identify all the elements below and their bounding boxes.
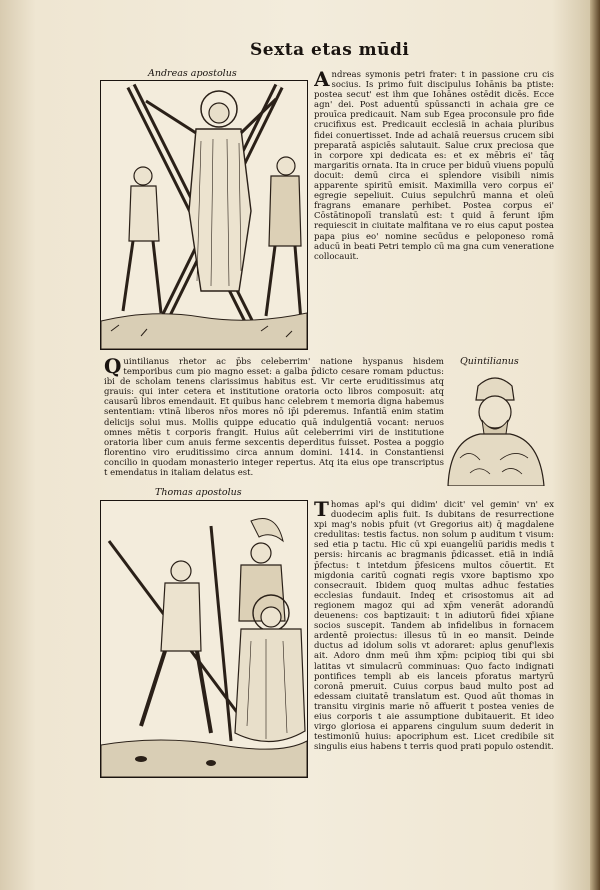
thomas-body: homas apl's qui didim' dicit' vel gemin' vn' ex duodecim aplis fuit. Is dubitans de resurrectione xpi mag's nobis pfuit (vt Gregorius ait) q̄ magdalene credulitas: testis factus. non solum p auditum t visum: sed etia p tactu. Hic cū xpi euangeliū paridis medis t persis: hircanis ac bragmanis p̄dicasset. etiā in indiā p̄fectus: t intetdum p̄fesicens multos cōuertit. Et migdonia caritū cognati regis vxore baptismo xpo consecrauit. Ibidem quoq multas adhuc festaties ecclesias fundauit. Indeq et crisostomus ait ad regionem magoz qui ad xp̄m venerāt adorandū deuenens: cos baptizauit: t in adiutorū fidei xp̄iane socios suscepit. Tandem ab infidelibus in fornacem ardentē proiectus: illesus tū in eo mansit. Deinde ductus ad idolum solis vt adoraret: aplus genuf'lexis ait. Adoro dnm meū ihm xp̄m: pcipioq tibi qui sbi latitas vt simulacrū comminuas: Quo facto indignati pontifices templi ab eis lanceis pforatus martyrū coronā pmeruit. Cuius corpus baud multo post ad edessam ciuitatē translatum est. Quod aūt thomas in transitu virginis marie nō affuerit t postea venies de eius corporis t aie assumptione dubitauerit. Et ideo virgo gloriosa ei apparens cingulum suum dederit in testimoniū huius: apocriphum est. Licet credibile sit singulis eius habens t terris quod prati populo ostendit.: [314, 500, 554, 753]
page-edge: [590, 0, 600, 890]
andreas-initial: A: [314, 70, 330, 91]
quintilian-portrait: [440, 368, 550, 486]
thomas-text: [314, 500, 554, 776]
quintilian-initial: Q: [104, 357, 122, 378]
quintilian-portrait-drawing: [440, 368, 550, 486]
quintilian-body: uintilianus rhetor ac p̄bs celeberrim' natione hyspanus hisdem temporibus cum pio magno esset: a galba p̄dicto cesare romam pductus: ibi de scholam tenens clarissimus habitus est. Vir certe eruditissimus atq grauis: qui inter cetera et institutione oratoria octo libros composuit: atq causarū libros emendauit. Et quibus hanc celebrem t memoria digna habemus sententiam: vtinā liberos nr̄os mores nō ip̄i pderemus. Infantiā enim statim delicijs solui mus. Mollis quippe educatio quā indulgentiā vocant: neruos omnes mētis t corporis frangit. Huius aūt celeberrimi viri de institutione oratoria liber cum anuis ferme sexcentis deperditus fuisset. Postea a poggio florentino viro eruditissimo circa annum domini. 1414. in Constantiensi concilio in quodam monasterio integer repertus. Atq ita eius ope transcriptus t emendatus in italiam delatus est.: [104, 357, 444, 479]
thomas-woodcut-drawing: [101, 501, 307, 777]
andreas-text: [314, 70, 554, 350]
andreas-body: ndreas symonis petri frater: t in passione cru cis socius. Is primo fuit discipulus Iohānis ba ptiste: postea secut' est ihm que Iohānes ostēdit dicēs. Ecce agn' dei. Post aduentū spūssancti in achaia gre ce prouīca predicauit. Nam sub Egea proconsule pro fide crucifixus est. Predicauit ecclesiā in achaia pluribus fidei conuertisset. Inde ad achaiā reuersus crucem sibi preparatā aspiciēs salutauit. Salue crux preciosa que in corpore xpi dedicata es: et ex mēbris ei' tāq margaritis ornata. Ita in cruce per biduū viuens populū docuit: demū circa ei splendore visibili nimis apparente spiritū emisit. Maximilla vero corpus ei' egregie sepeliuit. Cuius sepulchrū manna et oleū fragrans emanare perhibet. Postea corpus ei' Cōstātinopolī translatū est: t quid ā ferunt ip̄m requiescit in ciuitate malfitana ve ro eius caput postea papa pius eo' nomine secūdus e peloponeso romā aducū in beati Petri templo cū ma gna cum veneratione collocauit.: [314, 70, 554, 262]
thomas-initial: T: [314, 500, 329, 521]
thomas-caption: Thomas apostolus: [155, 487, 242, 498]
quintilian-caption: Quintilianus: [460, 356, 519, 367]
page-header: Sexta etas mūdi: [250, 40, 410, 60]
andreas-woodcut-drawing: [101, 81, 307, 349]
quintilian-text: [104, 357, 444, 487]
thomas-woodcut: [100, 500, 308, 778]
andreas-caption: Andreas apostolus: [148, 68, 237, 79]
andreas-woodcut: [100, 80, 308, 350]
